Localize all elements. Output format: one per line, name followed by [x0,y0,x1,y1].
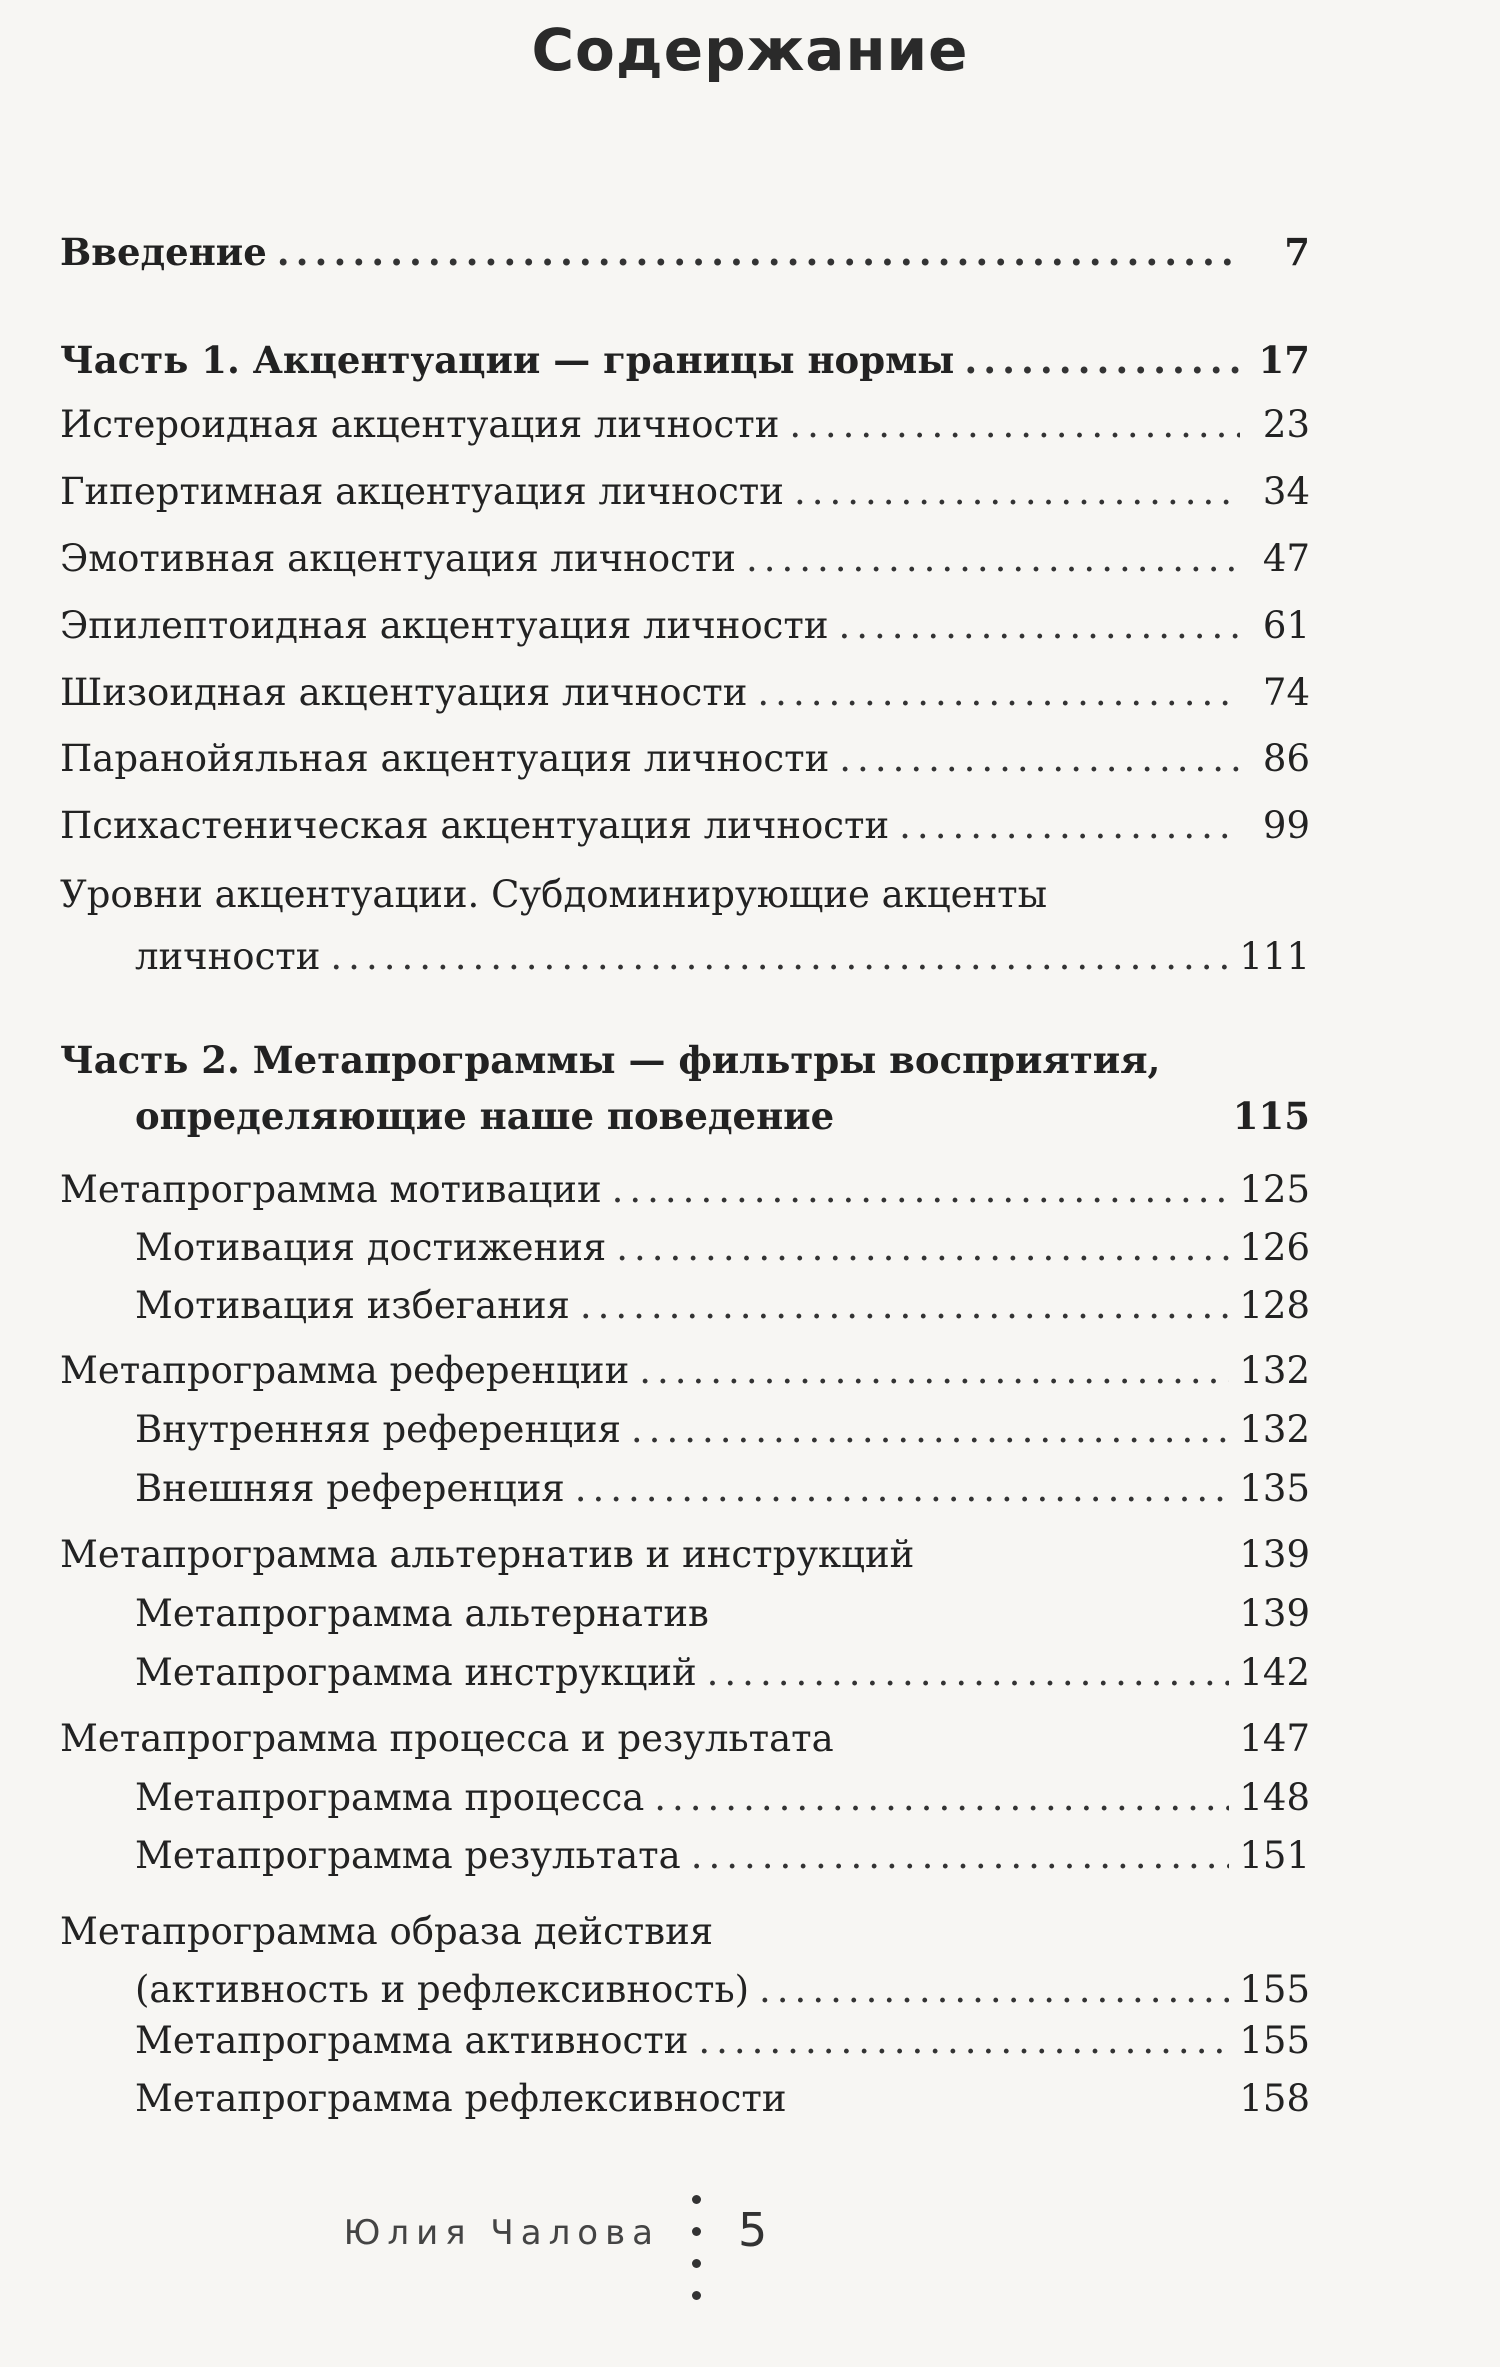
toc-entry [60,1525,1310,1585]
toc-entry [60,729,1310,789]
dot-leader [839,596,1240,656]
dot-leader [612,1160,1230,1220]
toc-entry-title: Уровни акцентуации. Субдоминирующие акценты [60,873,1048,916]
dot-leader [691,1826,1230,1886]
toc-page-number: 151 [1239,1834,1310,1877]
toc-page-number: 47 [1262,537,1310,580]
toc-entry-title: Часть 2. Метапрограммы — фильтры восприятия, [60,1038,1161,1082]
toc-entry-title: Гипертимная акцентуация личности [60,470,784,513]
separator-dot [692,2259,701,2268]
page-title: Содержание [531,16,969,84]
toc-entry [60,1902,1310,2022]
toc-entry [135,1400,1310,1460]
toc-page-number: 139 [1239,1592,1310,1635]
toc-entry [135,1826,1310,1886]
toc-page-number: 111 [1239,935,1310,978]
toc-entry [60,330,1310,390]
dot-leader [964,330,1240,390]
dot-leader [654,1768,1229,1828]
author-name: Юлия Чалова [343,2213,660,2253]
toc-page-number: 125 [1239,1168,1310,1211]
toc-entry-title: Внутренняя референция [135,1408,621,1451]
dot-leader [575,1459,1230,1519]
toc-entry-title: Метапрограмма процесса и результата [60,1717,834,1760]
toc-entry [60,395,1310,455]
toc-page-number: 115 [1232,1094,1310,1138]
toc-page-number: 23 [1262,403,1310,446]
toc-entry [135,2069,1310,2129]
toc-entry [60,1160,1310,1220]
toc-entry [135,1643,1310,1703]
dot-leader [707,1643,1230,1703]
toc-entry [60,796,1310,856]
toc-entry [135,1276,1310,1336]
dot-leader [631,1400,1229,1460]
toc-entry-title: Шизоидная акцентуация личности [60,671,748,714]
toc-entry [135,1218,1310,1278]
dot-leader [789,395,1240,455]
toc-page-number: 7 [1284,230,1310,274]
toc-entry-title: Метапрограмма рефлексивности [135,2077,787,2120]
toc-entry [60,1341,1310,1401]
dot-leader [616,1218,1229,1278]
toc-entry-title: Паранойяльная акцентуация личности [60,737,830,780]
toc-page-number: 135 [1239,1467,1310,1510]
toc-entry-title: Эпилептоидная акцентуация личности [60,604,829,647]
toc-entry [60,529,1310,589]
toc-page-number: 34 [1262,470,1310,513]
dot-leader [330,927,1229,987]
toc-page-number: 132 [1239,1408,1310,1451]
dot-leader [899,796,1240,856]
separator-dot [692,2195,701,2204]
toc-entry-title: Истероидная акцентуация личности [60,403,780,446]
toc-page-number: 148 [1239,1776,1310,1819]
toc-entry-title: Часть 1. Акцентуации — границы нормы [60,338,955,382]
toc-page-number: 155 [1239,1968,1310,2011]
toc-entry-title: Психастеническая акцентуация личности [60,804,890,847]
toc-entry [60,222,1310,282]
toc-page-number: 128 [1239,1284,1310,1327]
toc-entry [60,1709,1310,1769]
dot-leader [580,1276,1230,1336]
toc-entry-title: Мотивация избегания [135,1284,570,1327]
toc-entry [135,1584,1310,1644]
toc-entry [60,865,1310,985]
dot-leader [639,1341,1229,1401]
dot-leader [277,222,1240,282]
toc-entry-title: Мотивация достижения [135,1226,607,1269]
toc-page-number: 158 [1239,2077,1310,2120]
toc-entry [60,462,1310,522]
dot-leader [746,529,1240,589]
toc-page-number: 74 [1262,671,1310,714]
toc-entry [135,2011,1310,2071]
page-number: 5 [738,2203,768,2257]
toc-entry-title: Метапрограмма активности [135,2019,689,2062]
toc-entry [60,1030,1310,1150]
toc-page-number: 126 [1239,1226,1310,1269]
separator-dot [692,2227,701,2236]
dot-leader [794,462,1240,522]
toc-entry-title-continued: определяющие наше поведение [135,1094,835,1138]
toc-page-number: 139 [1239,1533,1310,1576]
toc-entry [60,663,1310,723]
toc-page-number: 155 [1239,2019,1310,2062]
toc-page-number: 142 [1239,1651,1310,1694]
toc-page-number: 147 [1239,1717,1310,1760]
dot-leader [839,729,1240,789]
toc-entry-title: Введение [60,230,267,274]
toc-entry [135,1459,1310,1519]
toc-entry-title: Метапрограмма инструкций [135,1651,697,1694]
toc-entry-title: Метапрограмма процесса [135,1776,645,1819]
toc-entry-title: Внешняя референция [135,1467,565,1510]
toc-entry [60,596,1310,656]
toc-entry-title: Метапрограмма референции [60,1349,630,1392]
toc-entry-title: Метапрограмма альтернатив и инструкций [60,1533,915,1576]
page-footer [0,2195,1500,2345]
dot-leader [757,663,1240,723]
toc-page-number: 17 [1258,338,1310,382]
toc-entry-title-continued: личности [135,935,321,978]
toc-entry [135,1768,1310,1828]
toc-entry-title: Метапрограмма результата [135,1834,681,1877]
toc-page-number: 99 [1262,804,1310,847]
toc-entry-title: Метапрограмма альтернатив [135,1592,709,1635]
toc-entry-title: Эмотивная акцентуация личности [60,537,736,580]
toc-entry-title: Метапрограмма образа действия [60,1910,714,1953]
separator-dot [692,2291,701,2300]
toc-page-number: 61 [1262,604,1310,647]
dot-leader [698,2011,1229,2071]
toc-entry-title-continued: (активность и рефлексивность) [135,1968,750,2011]
toc-entry-title: Метапрограмма мотивации [60,1168,602,1211]
toc-page-number: 86 [1262,737,1310,780]
toc-page-number: 132 [1239,1349,1310,1392]
